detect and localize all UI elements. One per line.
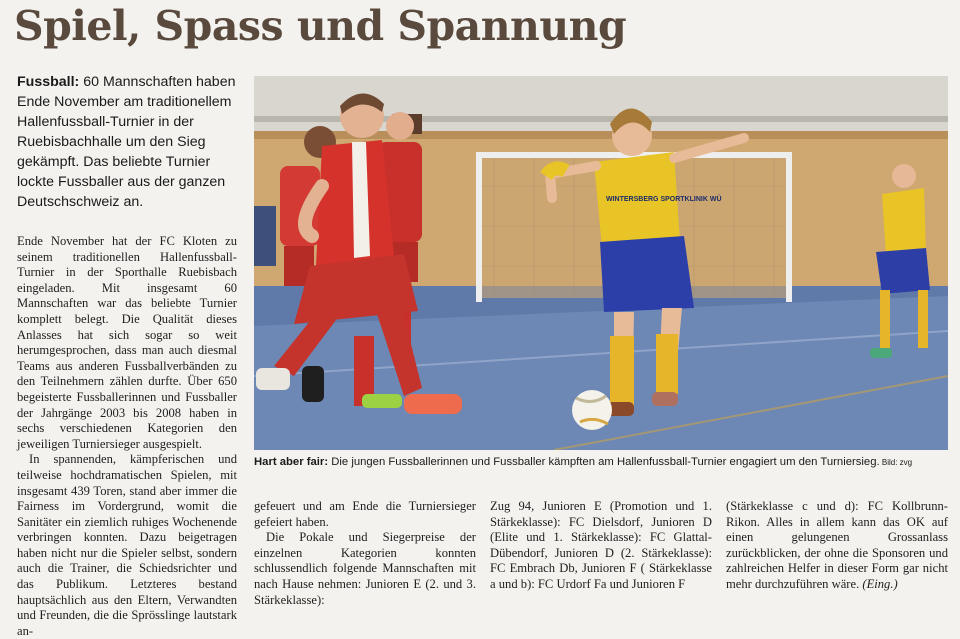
headline: Spiel, Spass und Spannung bbox=[14, 2, 627, 50]
article-photo bbox=[254, 76, 948, 450]
caption-text: Die jungen Fussballerinnen und Fussballer kämpften am Hallenfussball-Turnier engagiert um den Turniersieg. bbox=[328, 456, 880, 468]
photo-credit: Bild: zvg bbox=[879, 458, 913, 467]
article-column-2 bbox=[254, 499, 476, 608]
article-column-4 bbox=[726, 499, 948, 593]
lead-text: 60 Mannschaften haben Ende November am traditionellem Hallenfussball-Turnier in der Ruebisbachhalle um den Sieg gekämpft. Das beliebte Turnier lockte Fussballer aus der ganzen Deutschschweiz an. bbox=[17, 74, 236, 210]
article-column-1 bbox=[17, 234, 237, 639]
body-paragraph-2: In spannenden, kämpferischen und teilweise hochdramatischen Spielen, mit insgesamt 439 Toren, stand aber immer die Fairness im Vordergrund, womit die Sanitäter ein ziemlich ruhiges Wochenende verbringen konnten. Dazu beigetragen haben nicht nur die Spieler selbst, sondern auch die Trainer, die Schiedsrichter und das Publikum. Letzteres bestand hauptsächlich aus den Eltern, Verwandten und Freunden, die die Sprösslinge lautstark an- bbox=[17, 452, 237, 638]
body-paragraph-1: Ende November hat der FC Kloten zu seinem traditionellen Hallenfussball-Turnier in der Sporthalle Ruebisbach eingeladen. Mit insgesamt 60 Mannschaften war das beliebte Turnier komplett belegt. Die Qualität dieses Anlasses hat sich sogar so weit herumgesprochen, dass man auch diesmal Teams aus anderen Fussballverbänden zu den Teilnehmern zählen durfte. Über 650 begeisterte Fussballerinnen und Fussballer der Jahrgänge 2003 bis 2008 haben in sechs verschiedenen Kategorien den jeweiligen Turniersieger ausgespielt. bbox=[17, 234, 237, 451]
lead-kicker: Fussball: bbox=[17, 74, 80, 90]
col3-paragraph-1: Zug 94, Junioren E (Promotion und 1. Stärkeklasse): FC Dielsdorf, Junioren D (Elite und 1. Stärkeklasse): FC Glattal-Dübendorf, Junioren D (2. Stärkeklasse): FC Embrach Db, Junioren F ( Stärkeklasse a und b): FC Urdorf Fa und Junioren F bbox=[490, 499, 712, 591]
jersey-sponsor-text: WINTERSBERG SPORTKLINIK WÜ bbox=[606, 196, 722, 203]
lead-paragraph bbox=[17, 72, 249, 212]
photo-caption bbox=[254, 455, 954, 470]
caption-bold: Hart aber fair: bbox=[254, 456, 329, 468]
author-signature: (Eing.) bbox=[862, 576, 898, 591]
col2-paragraph-1: gefeuert und am Ende die Turniersieger gefeiert haben. bbox=[254, 499, 476, 529]
article-column-3 bbox=[490, 499, 712, 593]
col4-text: (Stärkeklasse c und d): FC Kollbrunn-Rikon. Alles in allem kann das OK auf einen gelungenen Grossanlass zurückblicken, der ohne die Sponsoren und zahlreichen Helfer in dieser Form gar nicht mehr durchzuführen wäre. bbox=[726, 499, 948, 591]
col4-paragraph-1 bbox=[726, 499, 948, 593]
col2-paragraph-2: Die Pokale und Siegerpreise der einzelnen Kategorien konnten schlussendlich folgende Mannschaften mit nach Hause nehmen: Junioren E (2. und 3. Stärkeklasse): bbox=[254, 530, 476, 607]
